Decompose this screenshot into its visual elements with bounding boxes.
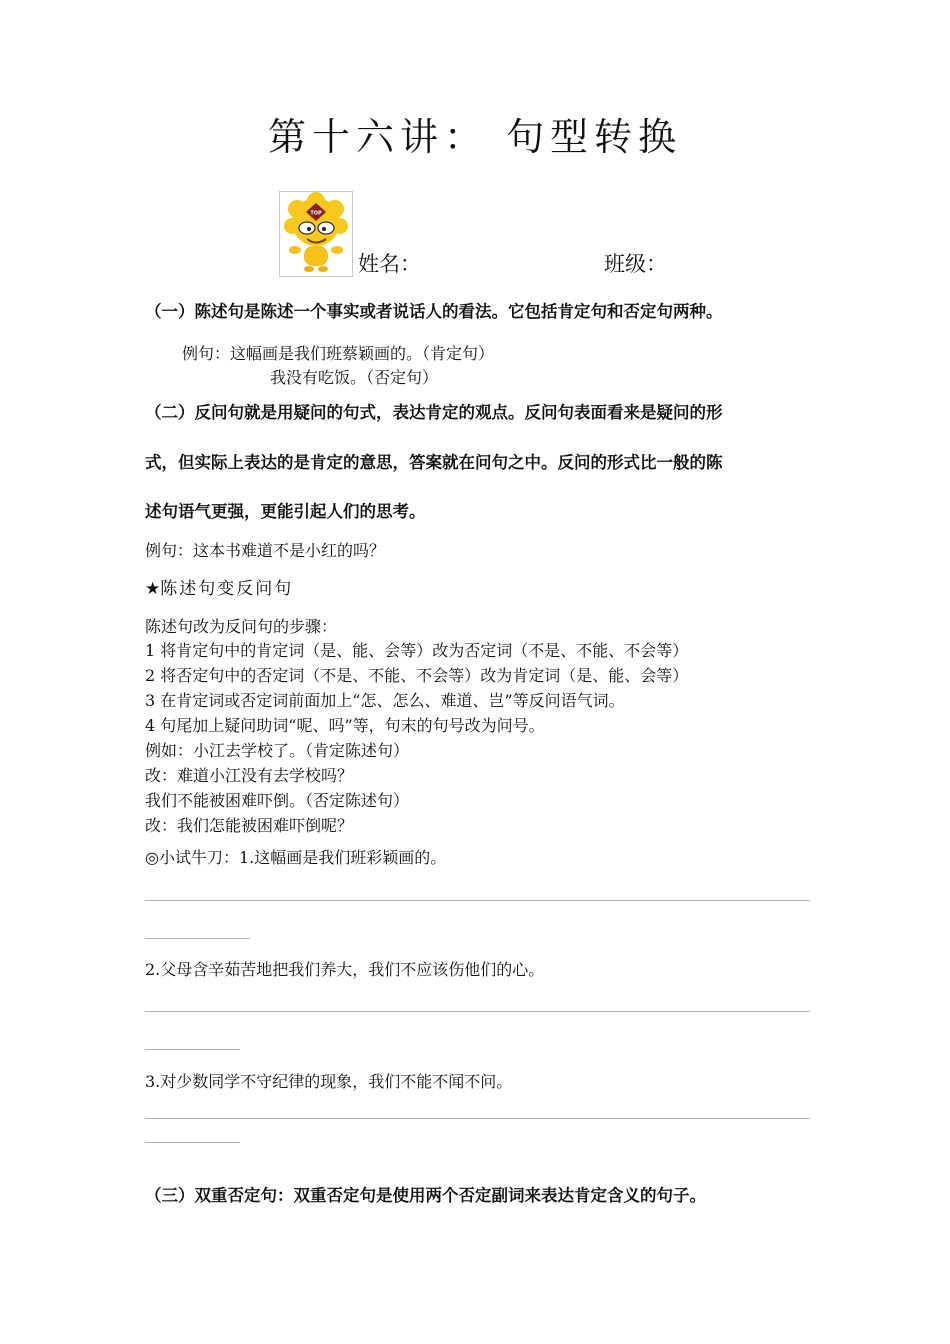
example-item-4: 改：我们怎能被困难吓倒呢？ (145, 816, 354, 835)
section1-example-line1: 例句：这幅画是我们班蔡颖画的。（肯定句） (182, 344, 495, 363)
step-item-3: 3 在肯定词或否定词前面加上“怎、怎么、难道、岂”等反问语气词。 (145, 691, 625, 710)
mascot-badge-text: TOP (310, 210, 322, 217)
practice-item-2: 2.父母含辛茹苦地把我们养大，我们不应该伤他们的心。 (145, 960, 545, 979)
example-item-1: 例如：小江去学校了。（肯定陈述句） (145, 741, 410, 760)
section2-subheading: 陈述句变反问句 (160, 579, 294, 599)
answer-line[interactable] (145, 1118, 810, 1119)
section3-heading: （三）双重否定句：双重否定句是使用两个否定副词来表达肯定含义的句子。 (145, 1186, 706, 1205)
class-field-label: 班级： (604, 252, 667, 276)
example-item-2: 改：难道小江没有去学校吗？ (145, 766, 354, 785)
section2-subheading-row (145, 574, 293, 599)
section2-example: 例句：这本书难道不是小红的吗？ (145, 541, 386, 560)
section1-heading: （一）陈述句是陈述一个事实或者说话人的看法。它包括肯定句和否定句两种。 (145, 302, 723, 321)
page-title: 第十六讲： 句型转换 (267, 115, 683, 159)
practice-item-1: ◎小试牛刀：1.这幅画是我们班彩颖画的。 (145, 848, 447, 867)
star-icon: ★ (145, 579, 161, 599)
answer-line[interactable] (145, 1142, 240, 1143)
practice-item-3: 3.对少数同学不守纪律的现象，我们不能不闻不问。 (145, 1072, 513, 1091)
section2-heading-line1: （二）反问句就是用疑问的句式，表达肯定的观点。反问句表面看来是疑问的形 (145, 403, 723, 422)
answer-line[interactable] (145, 1049, 240, 1050)
section2-heading-line2: 式，但实际上表达的是肯定的意思，答案就在问句之中。反问的形式比一般的陈 (145, 453, 723, 472)
answer-line[interactable] (145, 900, 810, 901)
section2-heading-line3: 述句语气更强，更能引起人们的思考。 (145, 502, 426, 521)
step-item-1: 1 将肯定句中的肯定词（是、能、会等）改为否定词（不是、不能、不会等） (145, 641, 689, 660)
step-item-4: 4 句尾加上疑问助词“呢、吗”等，句末的句号改为问号。 (145, 716, 545, 735)
section1-example-line2: 我没有吃饭。（否定句） (270, 368, 439, 387)
step-item-2: 2 将否定句中的否定词（不是、不能、不会等）改为肯定词（是、能、会等） (145, 666, 689, 685)
answer-line[interactable] (145, 1011, 810, 1012)
mascot-icon (280, 192, 352, 276)
example-item-3: 我们不能被困难吓倒。（否定陈述句） (145, 791, 410, 810)
steps-intro: 陈述句改为反问句的步骤： (145, 617, 338, 636)
mascot-image (279, 191, 353, 277)
answer-line[interactable] (145, 938, 250, 939)
name-field-label: 姓名： (358, 252, 421, 276)
